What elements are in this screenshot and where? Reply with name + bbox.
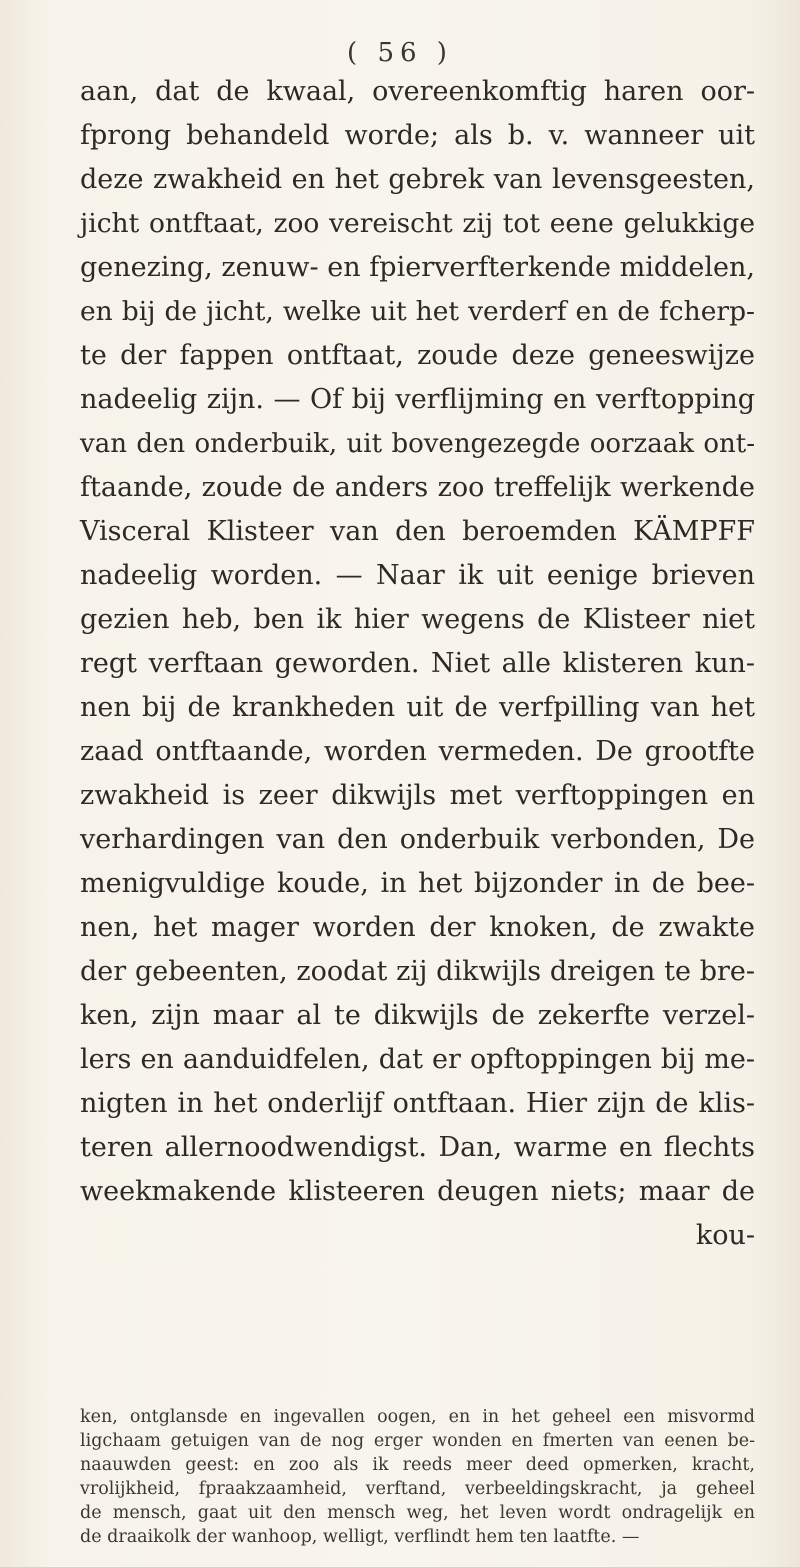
text-line: aan, dat de kwaal, overeenkomftig haren oor- bbox=[80, 76, 755, 107]
text-line: van den onderbuik, uit bovengezegde oorzaak ont- bbox=[80, 429, 755, 459]
text-line: fprong behandeld worde; als b. v. wanneer uit bbox=[80, 120, 755, 151]
text-line: verhardingen van den onderbuik verbonden, De bbox=[80, 824, 755, 855]
text-line: jicht ontftaat, zoo vereischt zij tot eene gelukkige bbox=[80, 208, 755, 239]
catchword: kou- bbox=[695, 1220, 755, 1251]
footnote-line: vrolijkheid, fpraakzaamheid, verftand, verbeeldingskracht, ja geheel bbox=[80, 1479, 755, 1499]
text-line: ken, zijn maar al te dikwijls de zekerfte verzel- bbox=[80, 1000, 755, 1031]
text-line: zwakheid is zeer dikwijls met verftoppingen en bbox=[80, 780, 755, 811]
text-line: nadeelig worden. — Naar ik uit eenige brieven bbox=[80, 560, 755, 591]
text-line: menigvuldige koude, in het bijzonder in de bee- bbox=[80, 868, 755, 899]
footnote-line: de draaikolk der wanhoop, welligt, verflindt hem ten laatfte. — bbox=[80, 1527, 640, 1547]
text-line: Visceral Klisteer van den beroemden KÄMPFF bbox=[80, 516, 755, 547]
text-line: ftaande, zoude de anders zoo treffelijk werkende bbox=[80, 472, 755, 503]
footnote-line: ken, ontglansde en ingevallen oogen, en in het geheel een misvormd bbox=[80, 1407, 755, 1427]
text-line: genezing, zenuw- en fpierverfterkende middelen, bbox=[80, 252, 755, 283]
page-number: ( 56 ) bbox=[347, 38, 453, 68]
footnote bbox=[80, 1405, 755, 1549]
text-line: gezien heb, ben ik hier wegens de Klisteer niet bbox=[80, 604, 755, 635]
text-line: nen bij de krankheden uit de verfpilling van het bbox=[80, 692, 755, 723]
footnote-line: de mensch, gaat uit den mensch weg, het leven wordt ondragelijk en bbox=[80, 1503, 755, 1523]
text-line: weekmakende klisteeren deugen niets; maar de bbox=[80, 1176, 755, 1207]
text-line: deze zwakheid en het gebrek van levensgeesten, bbox=[80, 164, 755, 195]
text-line: nadeelig zijn. — Of bij verflijming en verftopping bbox=[80, 384, 755, 415]
text-line: teren allernoodwendigst. Dan, warme en flechts bbox=[80, 1132, 755, 1163]
text-line: zaad ontftaande, worden vermeden. De grootfte bbox=[80, 736, 755, 767]
footnote-line: naauwden geest: en zoo als ik reeds meer deed opmerken, kracht, bbox=[80, 1455, 755, 1475]
footnote-line: ligchaam getuigen van de nog erger wonden en fmerten van eenen be- bbox=[80, 1431, 755, 1451]
text-line: te der fappen ontftaat, zoude deze geneeswijze bbox=[80, 340, 755, 371]
text-line: en bij de jicht, welke uit het verderf en de fcherp- bbox=[80, 296, 755, 327]
main-text bbox=[80, 70, 755, 1258]
text-line: der gebeenten, zoodat zij dikwijls dreigen te bre- bbox=[80, 956, 755, 987]
text-line: regt verftaan geworden. Niet alle klisteren kun- bbox=[80, 648, 755, 679]
text-line: nigten in het onderlijf ontftaan. Hier zijn de klis- bbox=[80, 1088, 755, 1119]
text-line: nen, het mager worden der knoken, de zwakte bbox=[80, 912, 755, 943]
text-line: lers en aanduidfelen, dat er opftoppingen bij me- bbox=[80, 1044, 755, 1075]
